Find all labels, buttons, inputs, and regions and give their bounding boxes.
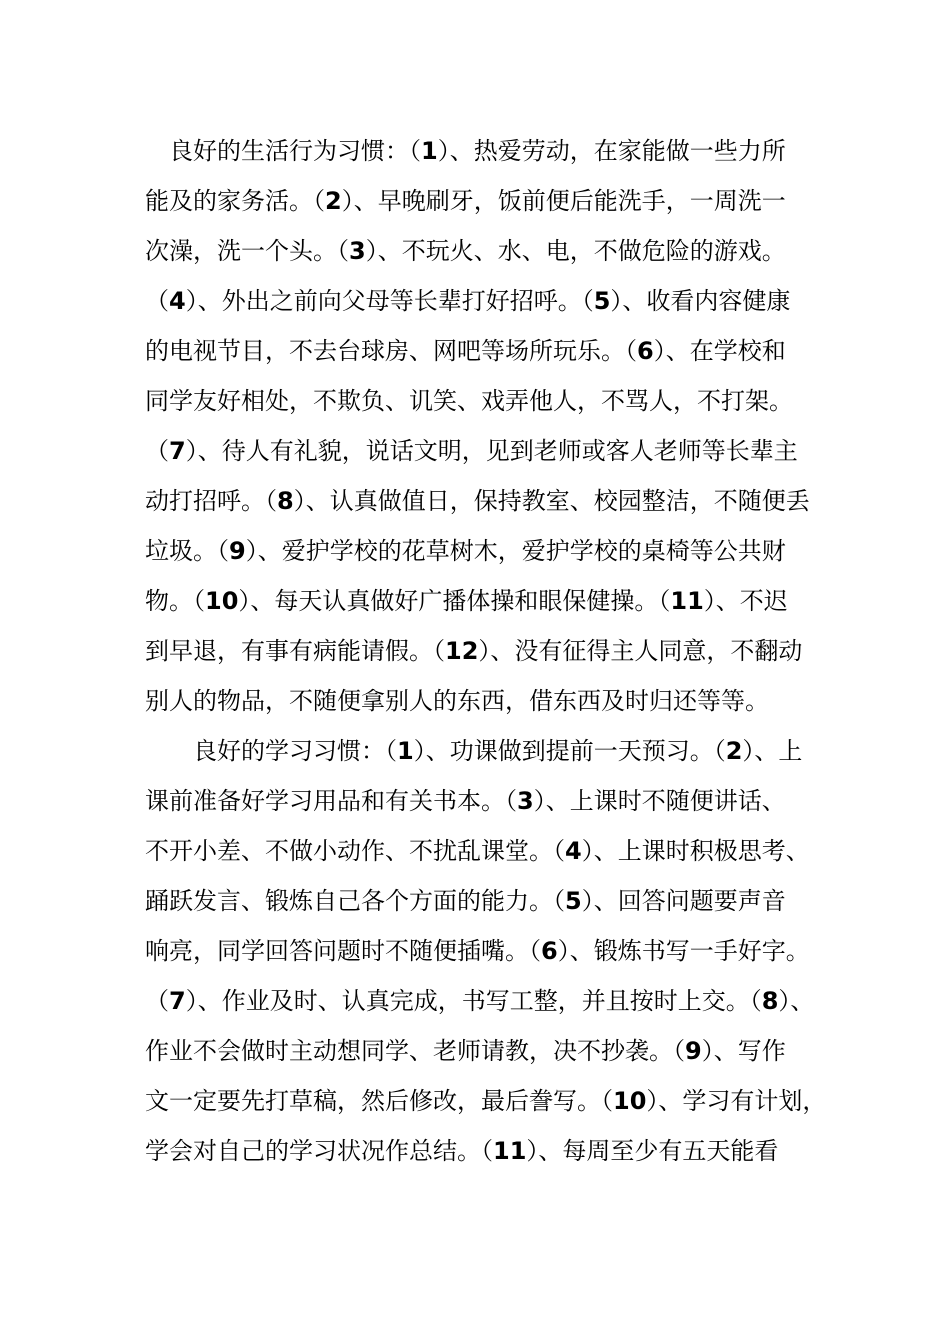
- text-line: 学会对自己的学习状况作总结。（11）、每周至少有五天能看: [145, 1137, 779, 1165]
- text-line: 良好的学习习惯：（1）、功课做到提前一天预习。（2）、上: [145, 737, 803, 765]
- text-line: 动打招呼。（8）、认真做值日，保持教室、校园整洁，不随便丢: [145, 487, 810, 515]
- text-line: 不开小差、不做小动作、不扰乱课堂。（4）、上课时积极思考、: [145, 837, 810, 865]
- text-line: 作业不会做时主动想同学、老师请教，决不抄袭。（9）、写作: [145, 1037, 786, 1065]
- text-line: （7）、待人有礼貌，说话文明，见到老师或客人老师等长辈主: [145, 437, 798, 465]
- text-line: 物。（10）、每天认真做好广播体操和眼保健操。（11）、不迟: [145, 587, 788, 615]
- text-line: 课前准备好学习用品和有关书本。（3）、上课时不随便讲话、: [145, 787, 786, 815]
- text-line: 文一定要先打草稿，然后修改，最后誊写。（10）、学习有计划，: [145, 1087, 827, 1115]
- text-line: 响亮，同学回答问题时不随便插嘴。（6）、锻炼书写一手好字。: [145, 937, 810, 965]
- document-body: [145, 126, 825, 1176]
- text-line: 同学友好相处，不欺负、讥笑、戏弄他人，不骂人，不打架。: [145, 387, 793, 415]
- text-line: （7）、作业及时、认真完成，书写工整，并且按时上交。（8）、: [145, 987, 815, 1015]
- text-line: 踊跃发言、锻炼自己各个方面的能力。（5）、回答问题要声音: [145, 887, 786, 915]
- text-line: 到早退，有事有病能请假。（12）、没有征得主人同意，不翻动: [145, 637, 803, 665]
- text-line: 良好的生活行为习惯：（1）、热爱劳动，在家能做一些力所: [145, 137, 786, 165]
- text-line: 别人的物品，不随便拿别人的东西，借东西及时归还等等。: [145, 687, 769, 715]
- text-line: 的电视节目，不去台球房、网吧等场所玩乐。（6）、在学校和: [145, 337, 786, 365]
- text-line: 次澡，洗一个头。（3）、不玩火、水、电，不做危险的游戏。: [145, 237, 786, 265]
- text-line: （4）、外出之前向父母等长辈打好招呼。（5）、收看内容健康: [145, 287, 791, 315]
- text-line: 能及的家务活。（2）、早晚刷牙，饭前便后能洗手，一周洗一: [145, 187, 786, 215]
- text-line: 垃圾。（9）、爱护学校的花草树木，爱护学校的桌椅等公共财: [145, 537, 786, 565]
